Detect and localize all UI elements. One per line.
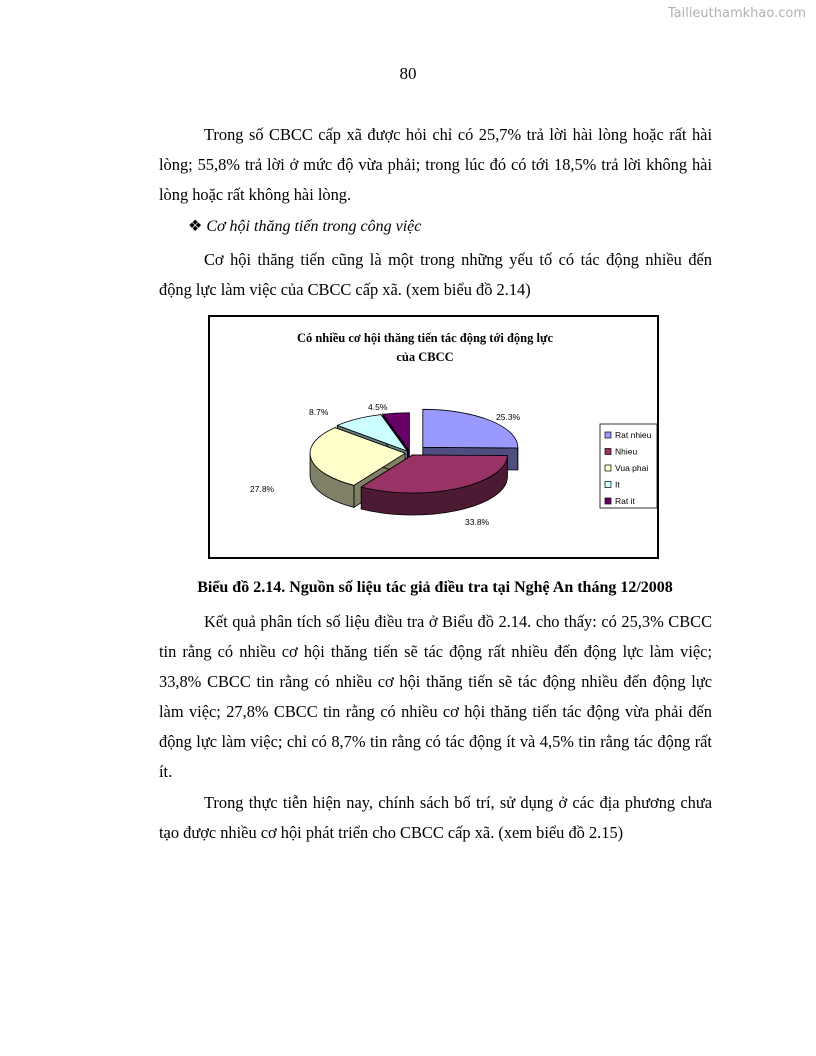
data-label-rat-it: 4.5% (368, 402, 388, 412)
section-heading-text: Cơ hội thăng tiến trong công việc (206, 218, 422, 235)
data-label-nhieu: 33.8% (465, 517, 490, 527)
legend-label-nhieu: Nhieu (615, 446, 638, 457)
watermark: Tailieuthamkhao.com (667, 6, 806, 21)
data-label-rat-nhieu: 25.3% (496, 412, 521, 422)
pie-chart-plot (210, 317, 657, 557)
legend-label-rat-nhieu: Rat nhieu (615, 430, 652, 440)
legend-label-rat-it: Rat it (615, 496, 635, 506)
chart-legend (600, 424, 657, 508)
legend-label-it: It (615, 479, 620, 490)
page-number: 80 (399, 64, 417, 83)
legend-label-vua-phai: Vua phai (615, 463, 649, 473)
legend-swatch-nhieu (605, 449, 611, 455)
chart-title-line-2: của CBCC (396, 350, 454, 364)
paragraph-practice: Trong thực tiễn hiện nay, chính sách bố trí, sử dụng ở các địa phương chưa tạo được nhiều cơ hội phát triển cho CBCC cấp xã. (xem biểu đồ 2.15) (159, 793, 712, 842)
legend-swatch-it (605, 482, 611, 488)
paragraph-intro-chart: Cơ hội thăng tiến cũng là một trong những yếu tố có tác động nhiều đến động lực làm việc của CBCC cấp xã. (xem biểu đồ 2.14) (159, 250, 712, 299)
figure-caption: Biểu đồ 2.14. Nguồn số liệu tác giả điều tra tại Nghệ An tháng 12/2008 (197, 579, 673, 596)
paragraph-satisfaction: Trong số CBCC cấp xã được hỏi chỉ có 25,7% trả lời hài lòng hoặc rất hài lòng; 55,8% trả lời ở mức độ vừa phải; trong lúc đó có tới 18,5% trả lời không hài lòng hoặc rất không hài lòng. (159, 125, 712, 204)
legend-swatch-vua-phai (605, 465, 611, 471)
paragraph-analysis: Kết quả phân tích số liệu điều tra ở Biểu đồ 2.14. cho thấy: có 25,3% CBCC tin rằng có nhiều cơ hội thăng tiến sẽ tác động rất nhiều đến động lực làm việc; 33,8% CBCC tin rằng có nhiều cơ hội thăng tiến sẽ tác động nhiều đến động lực làm việc; 27,8% CBCC tin rằng có nhiều cơ hội thăng tiến tác động vừa phải đến động lực làm việc; chỉ có 8,7% tin rằng có tác động ít và 4,5% tin rằng tác động rất ít. (159, 612, 712, 781)
pie-chart (208, 315, 659, 559)
chart-title-line-1: Có nhiều cơ hội thăng tiến tác động tới động lực (296, 331, 554, 345)
section-heading (188, 213, 421, 241)
data-label-it: 8.7% (309, 407, 329, 417)
legend-swatch-rat-nhieu (605, 432, 611, 438)
data-label-vua-phai: 27.8% (250, 484, 275, 494)
legend-swatch-rat-it (605, 498, 611, 504)
diamond-bullet-icon: ❖ (188, 218, 203, 235)
